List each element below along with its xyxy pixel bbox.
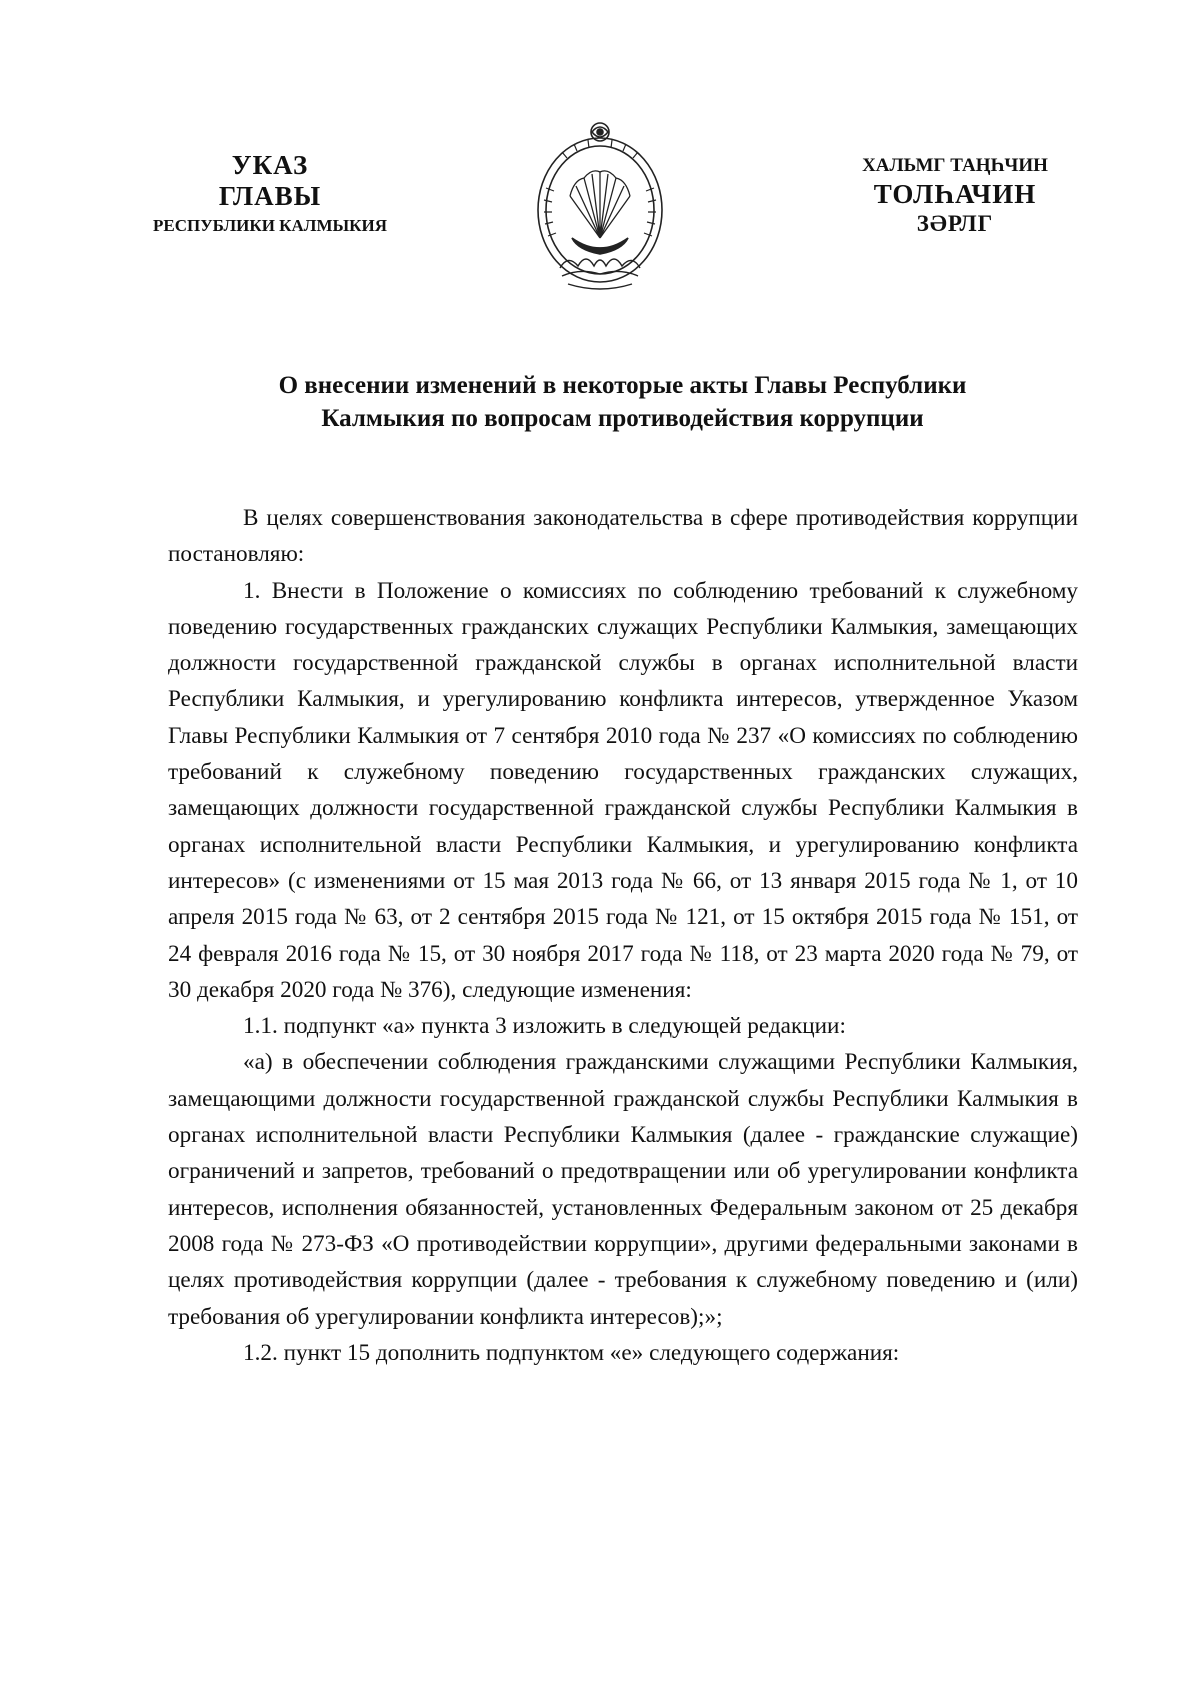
document-body <box>168 500 1078 1371</box>
kalmyk-decree-label: ЗӘРЛГ <box>916 211 994 237</box>
kalmyk-republic-label: ХАЛЬМГ ТАҢҺЧИН <box>862 155 1048 176</box>
kalmyk-head-label: ТОЛҺАЧИН <box>873 178 1037 209</box>
title-line-1: О внесении изменений в некоторые акты Главы Республики <box>278 372 967 399</box>
title-line-2: Калмыкия по вопросам противодействия коррупции <box>321 404 924 432</box>
paragraph-quote-a: «а) в обеспечении соблюдения гражданскими служащими Республики Калмыкия, замещающими должности государственной гражданской службы Республики Калмыкия в органах исполнительной власти Республики Калмыкия (далее - гражданские служащие) ограничений и запретов, требований о предотвращении или об урегулировании конфликта интересов, исполнения обязанностей, установленных Федеральным законом от 25 декабря 2008 года № 273-ФЗ «О противодействии коррупции», другими федеральными законами в целях противодействия коррупции (далее - требования к служебному поведению и (или) требования об урегулировании конфликта интересов);»; <box>168 1049 1078 1330</box>
kalmykia-coat-of-arms-icon <box>532 118 668 298</box>
document-title <box>150 370 1095 435</box>
paragraph-item-1: 1. Внести в Положение о комиссиях по соблюдению требований к служебному поведению государственных гражданских служащих Республики Калмыкия, замещающих должности государственной гражданской службы в органах исполнительной власти Республики Калмыкия, и урегулированию конфликта интересов, утвержденное Указом Главы Республики Калмыкия от 7 сентября 2010 года № 237 «О комиссиях по соблюдению требований к служебному поведению государственных гражданских служащих, замещающих должности государственной гражданской службы Республики Калмыкия в органах исполнительной власти Республики Калмыкия, и урегулированию конфликта интересов» (с изменениями от 15 мая 2013 года № 66, от 13 января 2015 года № 1, от 10 апреля 2015 года № 63, от 2 сентября 2015 года № 121, от 15 октября 2015 года № 151, от 24 февраля 2016 года № 15, от 30 ноября 2017 года № 118, от 23 марта 2020 года № 79, от 30 декабря 2020 года № 376), следующие изменения: <box>168 577 1078 1003</box>
decree-label: УКАЗ <box>231 150 309 180</box>
header-left-block <box>150 150 390 236</box>
paragraph-item-1-1: 1.1. подпункт «а» пункта 3 изложить в следующей редакции: <box>243 1013 846 1040</box>
header-right-block <box>835 155 1075 238</box>
head-label: ГЛАВЫ <box>218 181 322 212</box>
paragraph-preamble: В целях совершенствования законодательства в сфере противодействия коррупции постановляю: <box>168 505 1078 568</box>
republic-label: РЕСПУБЛИКИ КАЛМЫКИЯ <box>152 216 388 236</box>
paragraph-item-1-2: 1.2. пункт 15 дополнить подпунктом «е» следующего содержания: <box>243 1339 900 1366</box>
